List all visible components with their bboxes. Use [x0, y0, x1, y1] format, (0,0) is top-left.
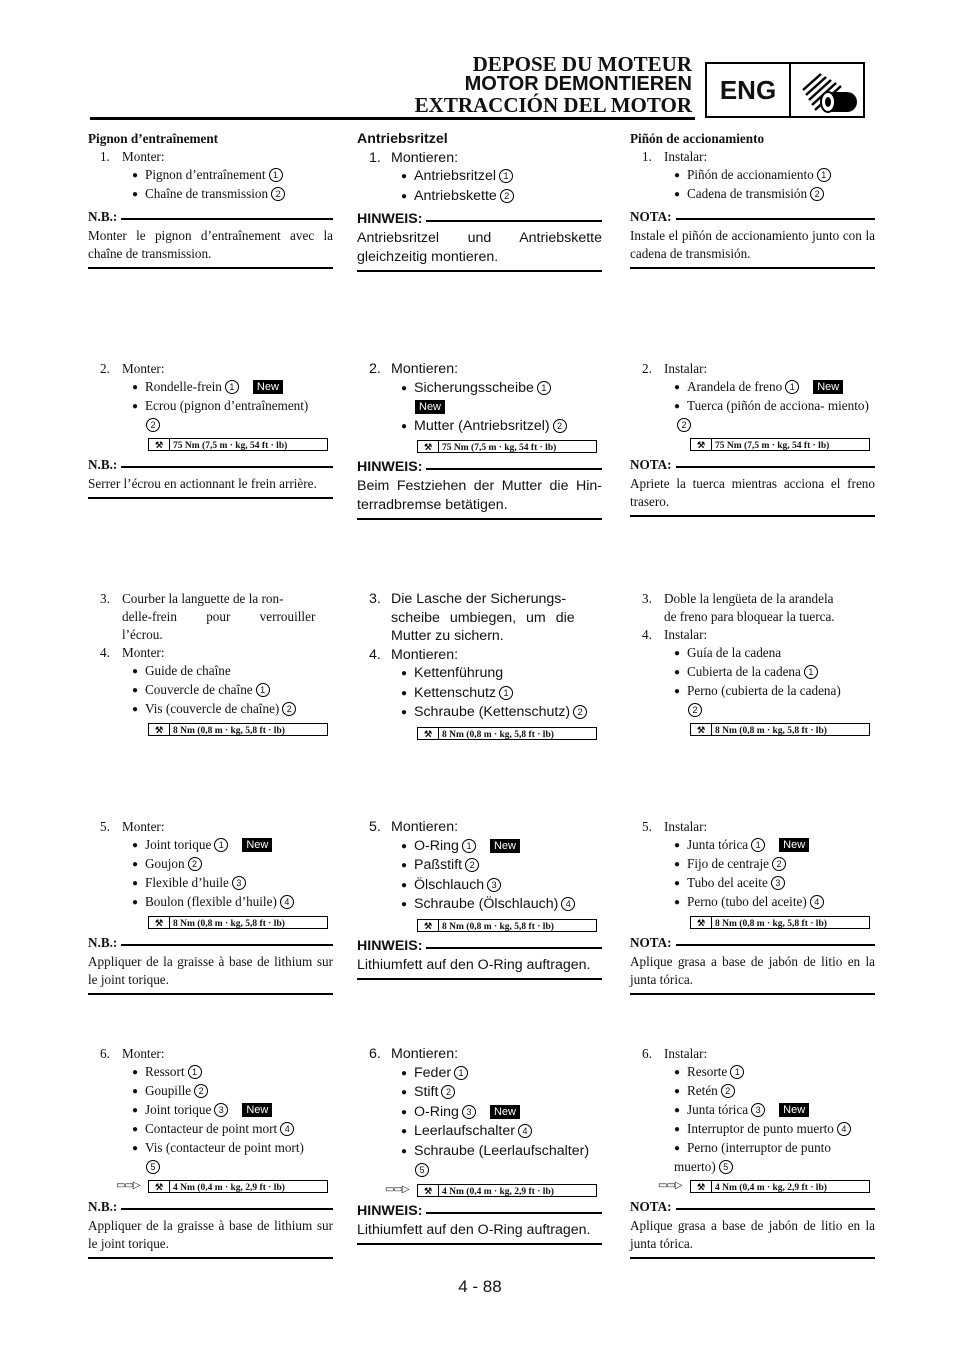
wrench-icon: ⚒ — [149, 439, 170, 451]
torque-value: 4 Nm (0,4 m · kg, 2,9 ft · lb) — [442, 1186, 554, 1197]
bullet-icon: ● — [401, 1145, 408, 1157]
section-5 — [357, 818, 602, 980]
callout-4: 4 — [837, 1122, 851, 1136]
callout-2: 2 — [573, 705, 587, 719]
list-item: Kettenführung — [414, 665, 504, 681]
note-box — [88, 457, 333, 499]
new-part-badge: New — [779, 1103, 809, 1117]
wrench-icon: ⚒ — [418, 920, 439, 932]
torque-value: 75 Nm (7,5 m · kg, 54 ft · lb) — [715, 441, 830, 451]
callout-1: 1 — [454, 1066, 468, 1080]
note-text: Appliquer de la graisse à base de lithium sur le joint torique. — [88, 1217, 333, 1259]
callout-1: 1 — [256, 683, 270, 697]
wrench-icon: ⚒ — [691, 1181, 712, 1193]
bullet-icon: ● — [401, 190, 408, 202]
bullet-icon: ● — [401, 879, 408, 891]
note-label: N.B.: — [88, 1199, 121, 1214]
section-badge — [705, 62, 865, 118]
section-1 — [88, 130, 333, 269]
bullet-icon: ● — [132, 1067, 139, 1078]
list-item: Schraube (Leerlaufschalter) — [414, 1142, 590, 1159]
bullet-icon: ● — [674, 1067, 681, 1078]
bullet-icon: ● — [401, 382, 408, 394]
callout-2: 2 — [194, 1084, 208, 1098]
list-item: Ölschlauch — [414, 876, 485, 893]
bullet-icon: ● — [401, 420, 408, 432]
step-text: Die Lasche der Sicherungs- — [391, 591, 567, 607]
list-item: Sicherungsscheibe — [414, 379, 534, 396]
step-number: 6. — [100, 1046, 110, 1061]
callout-1: 1 — [499, 686, 513, 700]
list-item: Guide de chaîne — [145, 663, 231, 678]
step-number: 4. — [642, 627, 652, 642]
list-item: Perno (cubierta de la cadena) — [687, 683, 841, 698]
callout-2: 2 — [688, 703, 702, 717]
list-item: Paßstift — [414, 857, 463, 873]
callout-3: 3 — [771, 876, 785, 890]
step-number: 1. — [642, 149, 652, 164]
step-number: 3. — [100, 591, 110, 606]
step-label: Monter: — [122, 645, 165, 660]
section-2 — [630, 360, 875, 517]
page-number: 4 - 88 — [458, 1277, 502, 1296]
bullet-icon: ● — [132, 840, 139, 851]
callout-2: 2 — [553, 419, 567, 433]
step-number: 2. — [100, 361, 110, 376]
list-item: Ecrou (pignon d’entraînement) — [145, 398, 309, 413]
section-5 — [630, 818, 875, 995]
bullet-icon: ● — [132, 666, 139, 677]
step-label: Montieren: — [391, 149, 459, 166]
callout-2: 2 — [441, 1085, 455, 1099]
torque-value: 8 Nm (0,8 m · kg, 5,8 ft · lb) — [715, 919, 827, 929]
section-6 — [357, 1045, 602, 1245]
bullet-icon: ● — [401, 707, 408, 718]
wrench-icon: ⚒ — [691, 439, 712, 451]
grease-icon: ▭▭▷ — [116, 1180, 140, 1191]
title-es: EXTRACCIÓN DEL MOTOR — [414, 93, 692, 117]
callout-4: 4 — [561, 897, 575, 911]
bullet-icon: ● — [674, 1105, 681, 1116]
note-text: Instale el piñón de accionamiento junto con la cadena de transmisión. — [630, 227, 875, 269]
section-2 — [88, 360, 333, 499]
step-number: 5. — [369, 819, 381, 835]
step-label: Montieren: — [391, 819, 459, 835]
torque-spec — [357, 440, 602, 454]
note-label: HINWEIS: — [357, 459, 426, 475]
bullet-icon: ● — [401, 840, 408, 852]
torque-value: 8 Nm (0,8 m · kg, 5,8 ft · lb) — [442, 729, 554, 740]
note-text: Serrer l’écrou en actionnant le frein arrière. — [88, 475, 333, 499]
bullet-icon: ● — [132, 382, 139, 393]
note-label: N.B.: — [88, 457, 121, 472]
list-item: Feder — [414, 1064, 452, 1081]
note-label: HINWEIS: — [357, 211, 426, 227]
callout-1: 1 — [751, 838, 765, 852]
list-item: Contacteur de point mort — [145, 1121, 278, 1136]
wrench-icon: ⚒ — [149, 1181, 170, 1193]
new-part-badge: New — [490, 1105, 520, 1119]
step-number: 5. — [100, 819, 110, 834]
step-number: 4. — [100, 645, 110, 660]
callout-1: 1 — [730, 1065, 744, 1079]
bullet-icon: ● — [401, 1087, 408, 1098]
bullet-icon: ● — [132, 704, 139, 715]
note-box — [88, 935, 333, 995]
grease-icon: ▭▭▷ — [658, 1180, 682, 1191]
list-item: Vis (contacteur de point mort) — [145, 1140, 304, 1155]
callout-2: 2 — [721, 1084, 735, 1098]
section-title: Piñón de accionamiento — [630, 131, 765, 146]
step-text: l’écrou. — [122, 627, 163, 642]
torque-value: 75 Nm (7,5 m · kg, 54 ft · lb) — [173, 441, 288, 451]
new-part-badge: New — [490, 839, 520, 853]
step-label: Monter: — [122, 361, 165, 376]
section-title: Antriebsritzel — [357, 131, 448, 147]
bullet-icon: ● — [132, 170, 139, 181]
note-box — [357, 1203, 602, 1246]
note-box — [630, 209, 875, 269]
note-box — [357, 938, 602, 981]
bullet-icon: ● — [132, 685, 139, 696]
list-item: O-Ring — [414, 837, 459, 854]
list-item: Vis (couvercle de chaîne) — [145, 701, 280, 716]
torque-value: 8 Nm (0,8 m · kg, 5,8 ft · lb) — [442, 921, 554, 932]
list-item: Joint torique — [145, 837, 212, 852]
callout-2: 2 — [772, 857, 786, 871]
note-label: NOTA: — [630, 457, 676, 472]
note-box — [630, 1199, 875, 1259]
list-item: Mutter (Antriebsritzel) — [414, 417, 550, 434]
list-item: Antriebskette — [414, 187, 497, 204]
bullet-icon: ● — [401, 1106, 408, 1118]
step-number: 6. — [642, 1046, 652, 1061]
bullet-icon: ● — [132, 878, 139, 889]
torque-spec — [357, 1184, 602, 1198]
bullet-icon: ● — [401, 171, 408, 182]
wrench-icon: ⚒ — [418, 728, 439, 740]
list-item: Perno (interruptor de punto muerto) — [674, 1140, 831, 1174]
step-label: Monter: — [122, 819, 165, 834]
bullet-icon: ● — [401, 1126, 408, 1137]
bullet-icon: ● — [401, 860, 408, 871]
list-item: Joint torique — [145, 1102, 212, 1117]
note-label: NOTA: — [630, 209, 676, 224]
list-item: Arandela de freno — [687, 379, 783, 394]
section-6 — [630, 1045, 875, 1259]
list-item: Kettenschutz — [414, 684, 497, 701]
bullet-icon: ● — [132, 1105, 139, 1116]
bullet-icon: ● — [674, 1086, 681, 1097]
note-box — [88, 1199, 333, 1259]
callout-2: 2 — [188, 857, 202, 871]
bullet-icon: ● — [401, 687, 408, 699]
note-text: Lithiumfett auf den O-Ring auftragen. — [357, 1221, 602, 1246]
wrench-icon: ⚒ — [149, 724, 170, 736]
step-label: Instalar: — [664, 627, 708, 642]
step-text: Mutter zu sichern. — [391, 628, 504, 644]
callout-1: 1 — [188, 1065, 202, 1079]
callout-1: 1 — [269, 168, 283, 182]
torque-spec — [630, 916, 875, 930]
list-item: Tuerca (piñón de acciona- miento) — [687, 398, 869, 413]
torque-spec — [630, 438, 875, 452]
step-text: de freno para bloquear la tuerca. — [664, 609, 835, 624]
bullet-icon: ● — [674, 667, 681, 678]
list-item: Leerlaufschalter — [414, 1123, 515, 1139]
callout-3: 3 — [214, 1103, 228, 1117]
note-label: HINWEIS: — [357, 1203, 426, 1219]
step-number: 6. — [369, 1046, 381, 1062]
bullet-icon: ● — [674, 686, 681, 697]
new-part-badge: New — [253, 380, 283, 394]
list-item: Resorte — [687, 1064, 728, 1079]
grease-icon: ▭▭▷ — [385, 1183, 409, 1195]
callout-1: 1 — [225, 380, 239, 394]
callout-2: 2 — [677, 418, 691, 432]
step-label: Montieren: — [391, 646, 459, 663]
title-fr: DEPOSE DU MOTEUR — [472, 52, 692, 76]
callout-1: 1 — [214, 838, 228, 852]
section-1 — [630, 130, 875, 269]
bullet-icon: ● — [132, 1143, 139, 1154]
bullet-icon: ● — [132, 859, 139, 870]
bullet-icon: ● — [674, 170, 681, 181]
callout-1: 1 — [537, 381, 551, 395]
bullet-icon: ● — [674, 878, 681, 889]
bullet-icon: ● — [674, 840, 681, 851]
callout-2: 2 — [271, 187, 285, 201]
list-item: Guía de la cadena — [687, 645, 782, 660]
callout-2: 2 — [465, 858, 479, 872]
list-item: Boulon (flexible d’huile) — [145, 894, 277, 909]
callout-3: 3 — [232, 876, 246, 890]
bullet-icon: ● — [674, 189, 681, 200]
note-text: Apriete la tuerca mientras acciona el freno trasero. — [630, 475, 875, 517]
step-text: Doble la lengüeta de la arandela — [664, 591, 834, 606]
step-number: 5. — [642, 819, 652, 834]
list-item: Perno (tubo del aceite) — [687, 894, 807, 909]
note-box — [357, 459, 602, 520]
section-5 — [88, 818, 333, 995]
list-item: Tubo del aceite — [687, 875, 768, 890]
note-label: NOTA: — [630, 935, 676, 950]
note-text: Aplique grasa a base de jabón de litio en la junta tórica. — [630, 1217, 875, 1259]
list-item: Couvercle de chaîne — [145, 682, 253, 697]
torque-spec — [630, 1180, 875, 1194]
eng-label: ENG — [707, 64, 791, 116]
torque-spec — [88, 438, 333, 452]
callout-5: 5 — [415, 1163, 429, 1177]
list-item: Goujon — [145, 856, 185, 871]
wrench-icon: ⚒ — [418, 441, 439, 453]
section-3-4 — [630, 590, 875, 737]
torque-value: 8 Nm (0,8 m · kg, 5,8 ft · lb) — [173, 919, 285, 929]
callout-2: 2 — [282, 702, 296, 716]
torque-value: 75 Nm (7,5 m · kg, 54 ft · lb) — [442, 443, 557, 453]
torque-value: 8 Nm (0,8 m · kg, 5,8 ft · lb) — [715, 726, 827, 736]
step-label: Montieren: — [391, 1046, 459, 1062]
list-item: Cubierta de la cadena — [687, 664, 801, 679]
callout-2: 2 — [146, 418, 160, 432]
section-title: Pignon d’entraînement — [88, 131, 219, 146]
wrench-icon: ⚒ — [691, 917, 712, 929]
note-label: N.B.: — [88, 209, 121, 224]
bullet-icon: ● — [132, 1124, 139, 1135]
list-item: Rondelle-frein — [145, 379, 222, 394]
bullet-icon: ● — [674, 401, 681, 412]
callout-1: 1 — [804, 665, 818, 679]
callout-2: 2 — [810, 187, 824, 201]
callout-4: 4 — [518, 1124, 532, 1138]
bullet-icon: ● — [401, 1067, 408, 1079]
step-number: 3. — [642, 591, 652, 606]
list-item: Pignon d’entraînement — [145, 167, 266, 182]
bullet-icon: ● — [132, 189, 139, 200]
note-text: Beim Festziehen der Mutter die Hin-terradbremse betätigen. — [357, 477, 602, 520]
torque-spec — [630, 723, 875, 737]
callout-4: 4 — [280, 1122, 294, 1136]
callout-4: 4 — [810, 895, 824, 909]
bullet-icon: ● — [401, 899, 408, 910]
note-box — [630, 457, 875, 517]
list-item: Goupille — [145, 1083, 192, 1098]
note-text: Appliquer de la graisse à base de lithium sur le joint torique. — [88, 953, 333, 995]
list-item: Junta tórica — [687, 837, 749, 852]
step-number: 3. — [369, 591, 381, 607]
step-label: Montieren: — [391, 361, 459, 377]
callout-1: 1 — [817, 168, 831, 182]
list-item: O-Ring — [414, 1103, 459, 1120]
torque-value: 4 Nm (0,4 m · kg, 2,9 ft · lb) — [715, 1183, 827, 1193]
step-number: 4. — [369, 646, 381, 663]
callout-5: 5 — [719, 1160, 733, 1174]
callout-5: 5 — [146, 1160, 160, 1174]
new-part-badge: New — [242, 1103, 272, 1117]
torque-spec — [357, 919, 602, 933]
new-part-badge: New — [813, 380, 843, 394]
section-3-4 — [357, 590, 602, 741]
callout-3: 3 — [751, 1103, 765, 1117]
note-label: N.B.: — [88, 935, 121, 950]
wrench-icon: ⚒ — [691, 724, 712, 736]
bullet-icon: ● — [674, 648, 681, 659]
callout-1: 1 — [499, 169, 513, 183]
step-label: Instalar: — [664, 149, 708, 164]
engine-icon — [793, 66, 863, 116]
list-item: Junta tórica — [687, 1102, 749, 1117]
step-number: 2. — [642, 361, 652, 376]
step-text: scheibe umbiegen, um die — [391, 609, 575, 626]
bullet-icon: ● — [132, 1086, 139, 1097]
list-item: Cadena de transmisión — [687, 186, 808, 201]
list-item: Piñón de accionamiento — [687, 167, 814, 182]
bullet-icon: ● — [674, 859, 681, 870]
list-item: Fijo de centraje — [687, 856, 770, 871]
list-item: Interruptor de punto muerto — [687, 1121, 834, 1136]
bullet-icon: ● — [674, 382, 681, 393]
title-de: MOTOR DEMONTIEREN — [464, 73, 692, 95]
note-text: Aplique grasa a base de jabón de litio en la junta tórica. — [630, 953, 875, 995]
step-label: Monter: — [122, 1046, 165, 1061]
note-box — [88, 209, 333, 269]
bullet-icon: ● — [132, 401, 139, 412]
bullet-icon: ● — [674, 897, 681, 908]
torque-spec — [88, 723, 333, 737]
step-label: Instalar: — [664, 819, 708, 834]
step-number: 2. — [369, 361, 381, 377]
note-box — [630, 935, 875, 995]
note-text: Monter le pignon d’entraînement avec la chaîne de transmission. — [88, 227, 333, 269]
bullet-icon: ● — [132, 897, 139, 908]
header-rule — [90, 117, 695, 120]
list-item: Stift — [414, 1084, 439, 1100]
callout-3: 3 — [487, 878, 501, 892]
step-text: Courber la languette de la ron- — [122, 591, 284, 606]
note-box — [357, 211, 602, 272]
list-item: Schraube (Kettenschutz) — [414, 704, 571, 720]
list-item: Flexible d’huile — [145, 875, 229, 890]
bullet-icon: ● — [401, 668, 408, 679]
list-item: Ressort — [145, 1064, 185, 1079]
callout-2: 2 — [500, 189, 514, 203]
note-label: NOTA: — [630, 1199, 676, 1214]
torque-spec — [88, 916, 333, 930]
list-item: Chaîne de transmission — [145, 186, 269, 201]
torque-value: 4 Nm (0,4 m · kg, 2,9 ft · lb) — [173, 1183, 285, 1193]
bullet-icon: ● — [674, 1143, 681, 1154]
list-item: Retén — [687, 1083, 718, 1098]
step-label: Instalar: — [664, 361, 708, 376]
section-2 — [357, 360, 602, 520]
new-part-badge: New — [415, 400, 445, 414]
note-text: Antriebsritzel und Antriebskette gleichzeitig montieren. — [357, 229, 602, 272]
step-text: delle-frein pour verrouiller — [122, 609, 316, 624]
callout-1: 1 — [462, 839, 476, 853]
section-3-4 — [88, 590, 333, 737]
new-part-badge: New — [242, 838, 272, 852]
torque-spec — [357, 727, 602, 741]
note-label: HINWEIS: — [357, 938, 426, 954]
bullet-icon: ● — [674, 1124, 681, 1135]
torque-spec — [88, 1180, 333, 1194]
new-part-badge: New — [779, 838, 809, 852]
step-label: Monter: — [122, 149, 165, 164]
wrench-icon: ⚒ — [149, 917, 170, 929]
torque-value: 8 Nm (0,8 m · kg, 5,8 ft · lb) — [173, 726, 285, 736]
wrench-icon: ⚒ — [418, 1185, 439, 1197]
section-6 — [88, 1045, 333, 1259]
list-item: Antriebsritzel — [414, 168, 497, 184]
callout-1: 1 — [785, 380, 799, 394]
section-1 — [357, 130, 602, 272]
step-number: 1. — [100, 149, 110, 164]
note-text: Lithiumfett auf den O-Ring auftragen. — [357, 956, 602, 981]
callout-3: 3 — [462, 1105, 476, 1119]
step-label: Instalar: — [664, 1046, 708, 1061]
step-number: 1. — [369, 149, 381, 166]
callout-4: 4 — [280, 895, 294, 909]
page-header — [0, 0, 960, 125]
list-item: Schraube (Ölschlauch) — [414, 896, 559, 912]
